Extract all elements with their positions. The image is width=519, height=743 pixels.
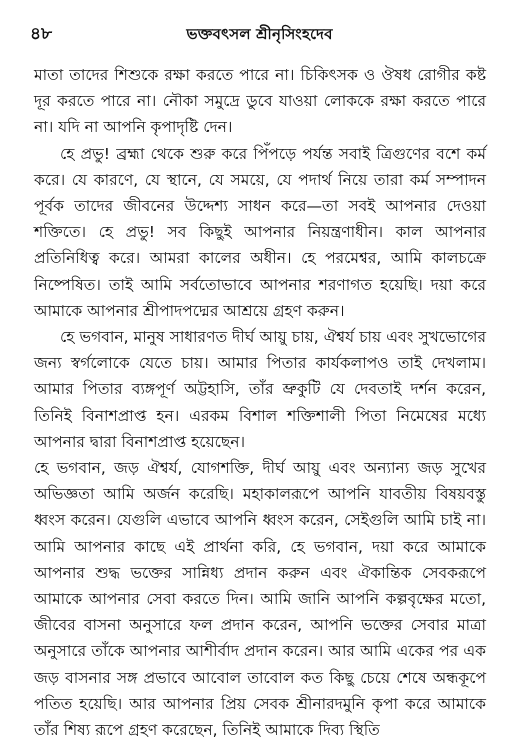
paragraph: হে ভগবান, জড় ঐশ্বর্য, যোগশক্তি, দীর্ঘ আয়ু এবং অন্যান্য জড় সুখের অভিজ্ঞতা আমি অর্জন করেছি। মহাকালরূপে আপনি যাবতীয় বিষয়বস্তু ধ্বংস করেন। যেগুলি এভাবে আপনি ধ্বংস করেন, সেইগুলি আমি চাই না। আমি আপনার কাছে এই প্রার্থনা করি, হে ভগবান, দয়া করে আমাকে আপনার শুদ্ধ ভক্তের সান্নিধ্য প্রদান করুন এবং ঐকান্তিক সেবকরূপে আমাকে আপনার সেবা করতে দিন। আমি জানি আপনি কল্পবৃক্ষের মতো, জীবের বাসনা অনুসারে ফল প্রদান করেন, আপনি ভক্তের সেবার মাত্রা অনুসারে তাঁকে আপনার আশীর্বাদ প্রদান করেন। আর আমি একের পর এক জড় বাসনার সঙ্গ প্রভাবে আবোল তাবোল কত কিছু চেয়ে শেষে অন্ধকূপে পতিত হয়েছি। আর আপনার প্রিয় সেবক শ্রীনারদমুনি কৃপা করে আমাকে তাঁর শিষ্য রূপে গ্রহণ করেছেন, তিনিই আমাকে দিব্য স্থিতি (34, 459, 486, 740)
page-header (30, 20, 489, 50)
body-text (34, 62, 486, 743)
paragraph: মাতা তাদের শিশুকে রক্ষা করতে পারে না। চিকিৎসক ও ঔষধ রোগীর কষ্ট দূর করতে পারে না। নৌকা সমুদ্রে ডুবে যাওয়া লোককে রক্ষা করতে পারে না। যদি না আপনি কৃপাদৃষ্টি দেন। (34, 66, 486, 137)
page-number: ৪৮ (30, 24, 53, 44)
paragraph: হে প্রভু! ব্রহ্মা থেকে শুরু করে পিঁপড়ে পর্যন্ত সবাই ত্রিগুণের বশে কর্ম করে। যে কারণে, যে স্থানে, যে সময়ে, যে পদার্থ নিয়ে তারা কর্ম সম্পাদন পূর্বক তাদের জীবনের উদ্দেশ্য সাধন করে—তা সবই আপনার দেওয়া শক্তিতে। হে প্রভু! সব কিছুই আপনার নিয়ন্ত্রণাধীন। কাল আপনার প্রতিনিধিত্ব করে। আমরা কালের অধীন। হে পরমেশ্বর, আমি কালচক্রে নিষ্পেষিত। তাই আমি সর্বতোভাবে আপনার শরণাগত হয়েছি। দয়া করে আমাকে আপনার শ্রীপাদপদ্মের আশ্রয়ে গ্রহণ করুন। (34, 144, 486, 320)
paragraph: হে ভগবান, মানুষ সাধারণত দীর্ঘ আয়ু চায়, ঐশ্বর্য চায় এবং সুখভোগের জন্য স্বর্গলোকে যেতে চায়। আমার পিতার কার্যকলাপও তাই দেখলাম। আমার পিতার ব্যঙ্গপূর্ণ অট্টহাসি, তাঁর ভ্রুকুটি যে দেবতাই দর্শন করেন, তিনিই বিনাশপ্রাপ্ত হন। এরকম বিশাল শক্তিশালী পিতা নিমেষের মধ্যে আপনার দ্বারা বিনাশপ্রাপ্ত হয়েছেন। (34, 328, 486, 451)
running-title: ভক্তবৎসল শ্রীনৃসিংহদেব (186, 24, 333, 43)
